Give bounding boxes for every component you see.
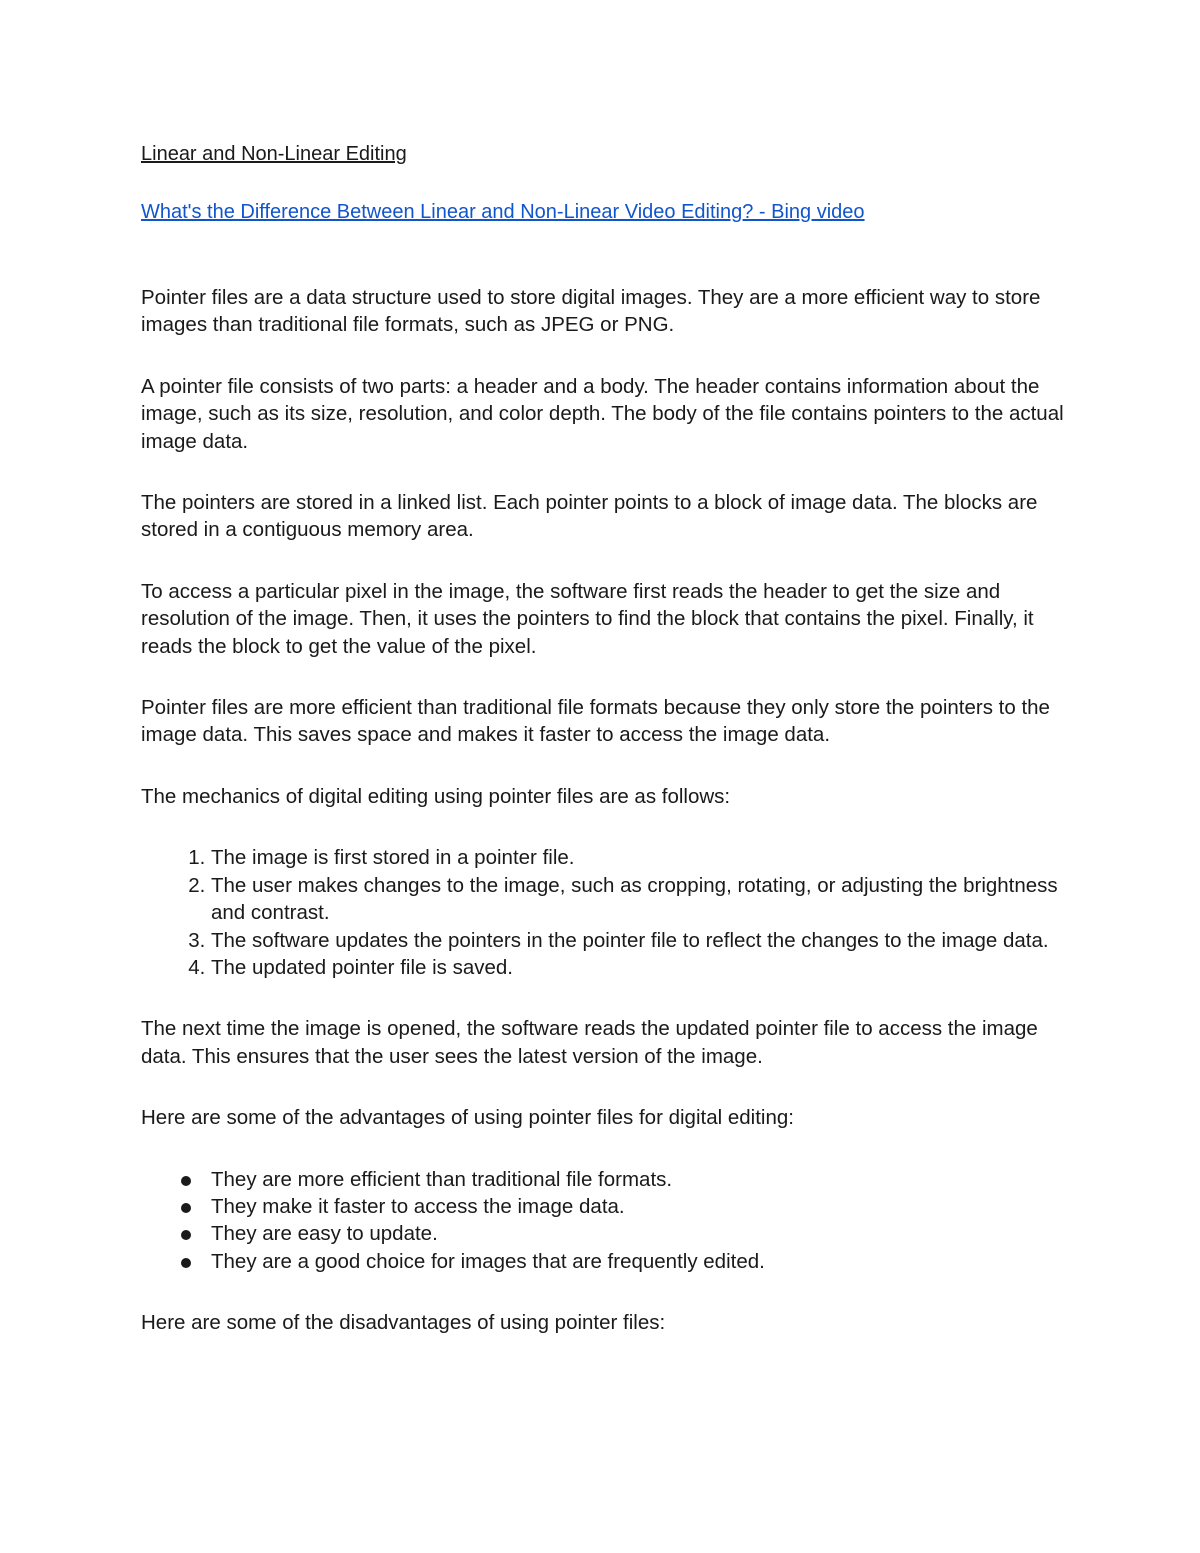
paragraph: The pointers are stored in a linked list. Each pointer points to a block of image data. The blocks are stored in a contiguous memory area. — [141, 491, 1038, 542]
list-item-text: They make it faster to access the image data. — [211, 1194, 625, 1218]
list-item — [211, 1220, 1071, 1247]
list-item — [211, 1166, 1071, 1193]
list-item: 2. The user makes changes to the image, such as cropping, rotating, or adjusting the brightness and contrast. — [211, 872, 1071, 927]
bullet-icon — [181, 1230, 191, 1240]
bullet-icon — [181, 1258, 191, 1268]
list-item-text: They are easy to update. — [211, 1222, 438, 1246]
paragraph: Pointer files are a data structure used to store digital images. They are a more efficient way to store images than traditional file formats, such as JPEG or PNG. — [141, 286, 1041, 337]
list-item: 3. The software updates the pointers in the pointer file to reflect the changes to the image data. — [211, 927, 1071, 954]
paragraph: Here are some of the advantages of using pointer files for digital editing: — [141, 1106, 794, 1130]
paragraph: Here are some of the disadvantages of using pointer files: — [141, 1311, 666, 1335]
paragraph: Pointer files are more efficient than traditional file formats because they only store the pointers to the image data. This saves space and makes it faster to access the image data. — [141, 696, 1050, 747]
paragraph: To access a particular pixel in the image, the software first reads the header to get the size and resolution of the image. Then, it uses the pointers to find the block that contains the pixel. Finally, it reads the block to get the value of the pixel. — [141, 579, 1034, 658]
paragraph: A pointer file consists of two parts: a header and a body. The header contains information about the image, such as its size, resolution, and color depth. The body of the file contains pointers to the actual image data. — [141, 374, 1064, 453]
bullet-icon — [181, 1176, 191, 1186]
list-item — [211, 1193, 1071, 1220]
list-item-text: They are more efficient than traditional file formats. — [211, 1167, 673, 1191]
paragraph: The mechanics of digital editing using pointer files are as follows: — [141, 784, 731, 808]
list-item-text: They are a good choice for images that are frequently edited. — [211, 1249, 765, 1273]
paragraph: The next time the image is opened, the software reads the updated pointer file to access the image data. This ensures that the user sees the latest version of the image. — [141, 1017, 1038, 1068]
advantages-list — [141, 1166, 1071, 1276]
bullet-icon — [181, 1203, 191, 1213]
editing-steps-list — [141, 844, 1071, 981]
document-title: Linear and Non-Linear Editing — [141, 143, 407, 165]
list-item — [211, 1248, 1071, 1275]
list-item: 4. The updated pointer file is saved. — [211, 954, 1071, 981]
document-page — [141, 141, 1071, 1337]
bing-video-link[interactable]: What's the Difference Between Linear and Non-Linear Video Editing? - Bing video — [141, 201, 865, 223]
list-item: 1. The image is first stored in a pointer file. — [211, 844, 1071, 871]
